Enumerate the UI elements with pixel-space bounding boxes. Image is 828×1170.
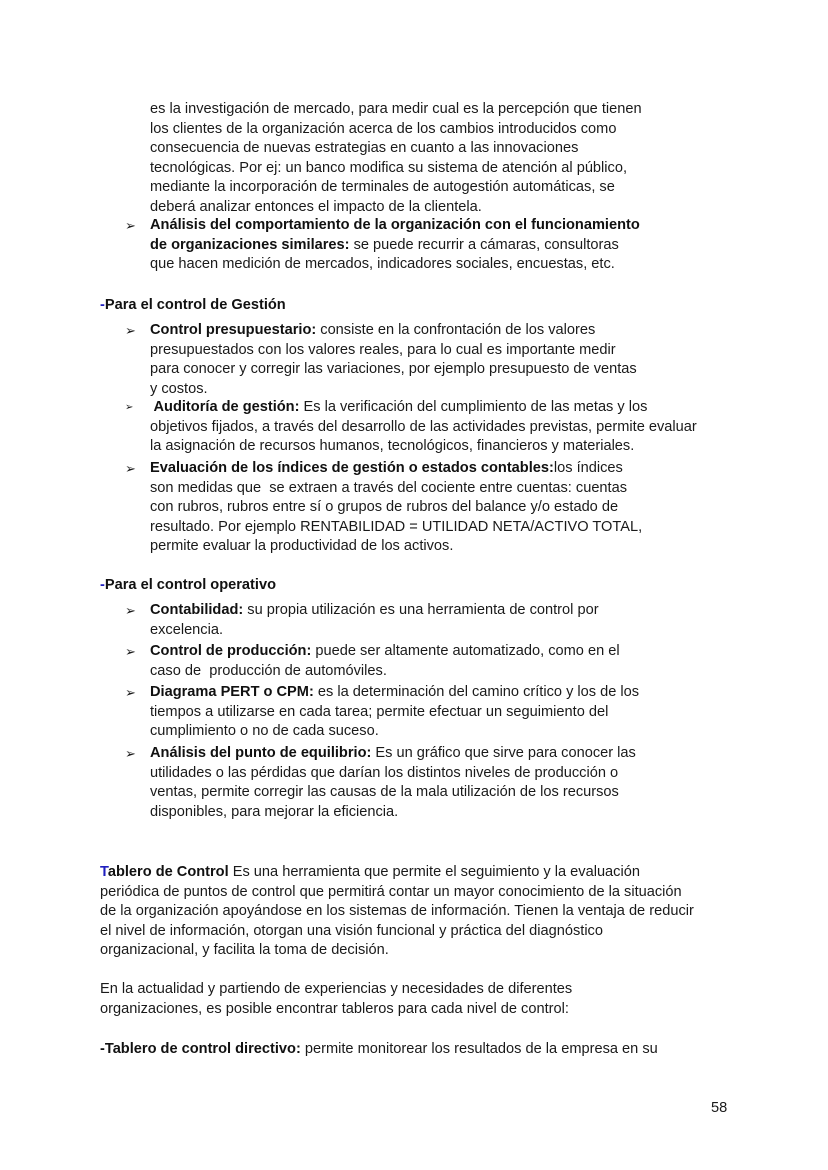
text: que hacen medición de mercados, indicadores sociales, encuestas, etc.	[150, 256, 615, 273]
bullet-item	[125, 683, 640, 742]
paragraph	[150, 100, 642, 218]
text-line	[150, 703, 639, 723]
text-line	[150, 321, 637, 341]
text-line	[150, 744, 636, 764]
text: Es una herramienta que permite el seguimiento y la evaluación	[228, 864, 640, 880]
bold-text: -Tablero de control directivo:	[100, 1041, 301, 1057]
text-line	[100, 980, 572, 1000]
bullet-item	[125, 216, 640, 275]
bold-text: Análisis del punto de equilibrio:	[150, 745, 372, 761]
bold-text: Control presupuestario:	[150, 322, 317, 338]
bullet-item	[125, 321, 637, 399]
text-line	[150, 380, 637, 400]
text: consiste en la confrontación de los valores	[316, 322, 596, 338]
text-line	[100, 863, 694, 883]
text: mediante la incorporación de terminales de autogestión automáticas, se	[150, 179, 615, 196]
page-number: 58	[711, 1100, 728, 1116]
text-line	[150, 341, 637, 361]
section-heading	[100, 576, 276, 596]
text-line	[150, 236, 640, 256]
text-line	[150, 601, 599, 621]
arrow-bullet-icon: ➢	[125, 685, 136, 700]
text: de la organización apoyándose en los sistemas de información. Tienen la ventaja de reducir	[100, 903, 694, 920]
text: se puede recurrir a cámaras, consultoras	[349, 236, 619, 253]
text: resultado. Por ejemplo RENTABILIDAD = UTILIDAD NETA/ACTIVO TOTAL,	[150, 518, 643, 535]
text: periódica de puntos de control que permitirá contar un mayor conocimiento de la situación	[100, 883, 682, 900]
text-line	[150, 459, 642, 479]
text-line	[150, 360, 637, 380]
text-line	[150, 418, 697, 438]
text-line	[150, 159, 642, 179]
text: Es la verificación del cumplimiento de las metas y los	[299, 399, 648, 415]
text-line	[150, 783, 636, 803]
bullet-item	[125, 744, 636, 822]
text-line	[100, 883, 694, 903]
bullet-item	[125, 459, 643, 557]
text: cumplimiento o no de cada suceso.	[150, 723, 379, 740]
text-line	[150, 803, 636, 823]
text-line	[100, 902, 694, 922]
bold-text: -	[100, 577, 105, 593]
text-line	[100, 941, 694, 961]
text: excelencia.	[150, 621, 224, 638]
text-line	[150, 498, 642, 518]
text: la asignación de recursos humanos, tecnológicos, financieros y materiales.	[150, 438, 635, 455]
text: utilidades o las pérdidas que darían los distintos niveles de producción o	[150, 764, 619, 781]
text-line	[150, 537, 642, 557]
text: los índices	[553, 460, 623, 476]
text-line	[150, 621, 599, 641]
text: tecnológicas. Por ej: un banco modifica su sistema de atención al público,	[150, 159, 628, 176]
text: deberá analizar entonces el impacto de la clientela.	[150, 198, 482, 215]
text: disponibles, para mejorar la eficiencia.	[150, 803, 399, 820]
text: y costos.	[150, 380, 208, 397]
bold-text: Para el control de Gestión	[104, 297, 286, 313]
bold-text: Para el control operativo	[104, 577, 276, 593]
bold-text: Análisis del comportamiento de la organización con el funcionamiento	[150, 217, 640, 233]
text: para conocer y corregir las variaciones, por ejemplo presupuesto de ventas	[150, 361, 637, 378]
paragraph	[100, 863, 694, 961]
bold-text: -	[100, 297, 105, 313]
text-line	[150, 683, 639, 703]
text: organizaciones, es posible encontrar tableros para cada nivel de control:	[100, 1000, 569, 1017]
text: caso de producción de automóviles.	[150, 662, 387, 679]
bold-text: Auditoría de gestión:	[150, 399, 300, 415]
bullet-item	[125, 642, 620, 681]
text: el nivel de información, otorgan una visión funcional y práctica del diagnóstico	[100, 922, 603, 939]
text-line	[150, 398, 697, 418]
text-line	[150, 722, 639, 742]
text-line	[150, 216, 640, 236]
text-line	[100, 296, 286, 316]
text-line	[150, 642, 620, 662]
bullet-item	[125, 398, 697, 457]
bold-text: T	[100, 864, 108, 880]
text: presupuestados con los valores reales, para lo cual es importante medir	[150, 341, 616, 358]
text-line	[100, 576, 276, 596]
text: es la determinación del camino crítico y los de los	[313, 684, 640, 700]
text-line	[150, 198, 642, 218]
text-line	[100, 1040, 658, 1060]
text: es la investigación de mercado, para medir cual es la percepción que tienen	[150, 101, 642, 117]
arrow-bullet-icon: ➢	[125, 603, 136, 618]
bold-text: ablero de Control	[107, 864, 229, 880]
text: permite evaluar la productividad de los activos.	[150, 538, 454, 555]
text: En la actualidad y partiendo de experiencias y necesidades de diferentes	[100, 981, 573, 997]
text-line	[150, 662, 620, 682]
text-line	[150, 100, 642, 120]
text: objetivos fijados, a través del desarrollo de las actividades previstas, permite evaluar	[150, 418, 697, 435]
text-line	[150, 518, 642, 538]
bold-text: Contabilidad:	[150, 602, 244, 618]
bold-text: Evaluación de los índices de gestión o estados contables:	[150, 460, 554, 476]
paragraph	[100, 980, 572, 1019]
text: los clientes de la organización acerca de los cambios introducidos como	[150, 120, 617, 137]
text-line	[150, 479, 642, 499]
text: consecuencia de nuevas estrategias en cuanto a las innovaciones	[150, 140, 579, 157]
paragraph	[100, 1040, 658, 1060]
text: son medidas que se extraen a través del cociente entre cuentas: cuentas	[150, 479, 628, 496]
text: organizacional, y facilita la toma de decisión.	[100, 942, 389, 959]
text: con rubros, rubros entre sí o grupos de rubros del balance y/o estado de	[150, 499, 619, 516]
arrow-bullet-icon: ➢	[125, 461, 136, 476]
arrow-bullet-icon: ➢	[125, 746, 136, 761]
text-line	[150, 120, 642, 140]
text-line	[150, 255, 640, 275]
bold-text: Control de producción:	[150, 643, 312, 659]
text: permite monitorear los resultados de la empresa en su	[300, 1041, 658, 1057]
bold-text: de organizaciones similares:	[150, 236, 350, 253]
text: Es un gráfico que sirve para conocer las	[371, 745, 636, 761]
text-line	[150, 437, 697, 457]
section-heading	[100, 296, 286, 316]
text-line	[150, 178, 642, 198]
text-line	[150, 764, 636, 784]
text: puede ser altamente automatizado, como en el	[311, 643, 620, 659]
text: tiempos a utilizarse en cada tarea; permite efectuar un seguimiento del	[150, 703, 609, 720]
bullet-item	[125, 601, 599, 640]
arrow-bullet-icon: ➢	[125, 323, 136, 338]
arrow-bullet-icon: ➢	[125, 402, 134, 413]
arrow-bullet-icon: ➢	[125, 644, 136, 659]
text-line	[150, 139, 642, 159]
text: ventas, permite corregir las causas de la mala utilización de los recursos	[150, 784, 619, 801]
bold-text: Diagrama PERT o CPM:	[150, 684, 314, 700]
text-line	[100, 1000, 572, 1020]
text: su propia utilización es una herramienta de control por	[243, 602, 599, 618]
text-line	[100, 922, 694, 942]
arrow-bullet-icon: ➢	[125, 218, 136, 233]
